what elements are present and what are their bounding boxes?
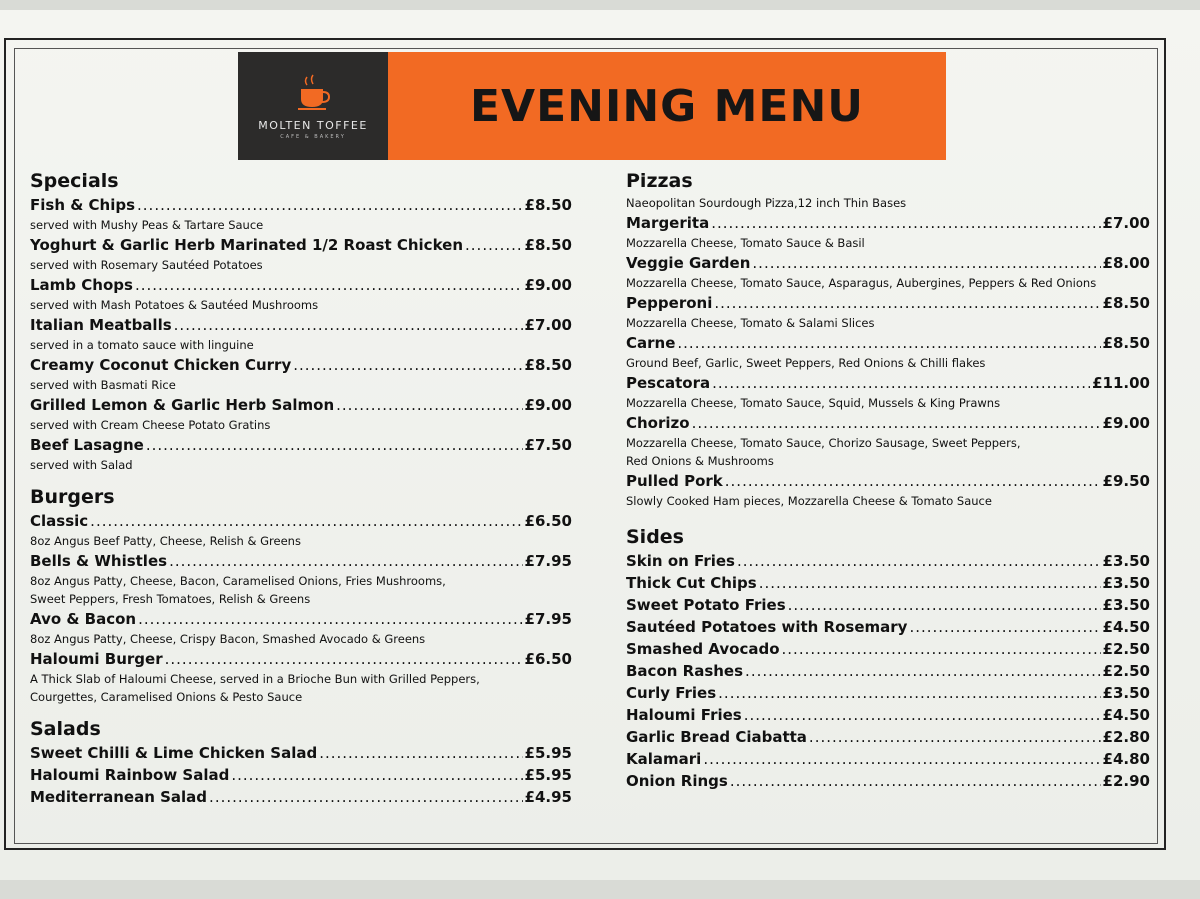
item-price: £7.00 [1102, 214, 1150, 232]
item-price: £3.50 [1102, 574, 1150, 592]
item-price: £7.95 [524, 552, 572, 570]
section-title: Specials [30, 170, 119, 192]
item-price: £7.00 [524, 316, 572, 334]
menu-item [626, 660, 1150, 682]
item-price: £8.50 [524, 196, 572, 214]
coffee-cup-icon [293, 73, 333, 113]
item-price: £3.50 [1102, 684, 1150, 702]
menu-item [626, 470, 1150, 510]
menu-item [626, 638, 1150, 660]
menu-item [30, 234, 572, 274]
pizzas-section [626, 168, 1150, 510]
item-description: served with Rosemary Sautéed Potatoes [30, 258, 263, 272]
item-description: 8oz Angus Beef Patty, Cheese, Relish & Greens [30, 534, 301, 548]
item-price: £2.50 [1102, 662, 1150, 680]
item-description: Mozzarella Cheese, Tomato Sauce, Squid, Mussels & King Prawns [626, 396, 1001, 410]
menu-item [30, 550, 572, 608]
item-name: Kalamari [626, 750, 702, 768]
item-description: Red Onions & Mushrooms [626, 454, 774, 468]
item-name: Creamy Coconut Chicken Curry [30, 356, 292, 374]
item-description: Mozzarella Cheese, Tomato Sauce, Asparagus, Aubergines, Peppers & Red Onions [626, 276, 1097, 290]
item-name: Sweet Chilli & Lime Chicken Salad [30, 744, 318, 762]
item-name: Classic [30, 512, 89, 530]
item-price: £8.00 [1102, 254, 1150, 272]
menu-item [626, 212, 1150, 252]
menu-item [626, 292, 1150, 332]
menu-item [626, 550, 1150, 572]
menu-board [0, 10, 1200, 880]
left-column [30, 168, 572, 818]
item-name: Pescatora [626, 374, 711, 392]
item-description: 8oz Angus Patty, Cheese, Crispy Bacon, Smashed Avocado & Greens [30, 632, 426, 646]
brand-name: MOLTEN TOFFEE [258, 118, 368, 132]
item-description: Mozzarella Cheese, Tomato Sauce, Chorizo Sausage, Sweet Peppers, [626, 436, 1021, 450]
specials-section [30, 168, 572, 474]
menu-item [626, 372, 1150, 412]
menu-header [238, 52, 946, 160]
item-description: A Thick Slab of Haloumi Cheese, served in a Brioche Bun with Grilled Peppers, [30, 672, 480, 686]
menu-item [626, 332, 1150, 372]
item-name: Beef Lasagne [30, 436, 144, 454]
item-name: Avo & Bacon [30, 610, 137, 628]
item-price: £9.00 [524, 276, 572, 294]
item-name: Carne [626, 334, 676, 352]
page-title: EVENING MENU [469, 80, 864, 132]
item-price: £2.50 [1102, 640, 1150, 658]
item-name: Sweet Potato Fries [626, 596, 786, 614]
item-name: Mediterranean Salad [30, 788, 208, 806]
item-name: Smashed Avocado [626, 640, 780, 658]
item-price: £7.50 [524, 436, 572, 454]
item-price: £5.95 [524, 766, 572, 784]
menu-item [30, 314, 572, 354]
menu-item [30, 742, 572, 764]
item-description: served in a tomato sauce with linguine [30, 338, 254, 352]
menu-item [626, 572, 1150, 594]
item-name: Haloumi Fries [626, 706, 742, 724]
item-price: £2.80 [1102, 728, 1150, 746]
item-description: Sweet Peppers, Fresh Tomatoes, Relish & Greens [30, 592, 311, 606]
burgers-section [30, 484, 572, 706]
item-name: Margerita [626, 214, 710, 232]
menu-item [30, 764, 572, 786]
menu-item [626, 748, 1150, 770]
item-price: £7.95 [524, 610, 572, 628]
item-description: Ground Beef, Garlic, Sweet Peppers, Red Onions & Chilli flakes [626, 356, 986, 370]
item-name: Skin on Fries [626, 552, 735, 570]
menu-item [30, 394, 572, 434]
item-description: served with Salad [30, 458, 133, 472]
menu-item [30, 510, 572, 550]
item-name: Sautéed Potatoes with Rosemary [626, 618, 908, 636]
menu-item [626, 726, 1150, 748]
item-description: Mozzarella Cheese, Tomato & Salami Slices [626, 316, 875, 330]
item-price: £4.50 [1102, 618, 1150, 636]
menu-item [626, 594, 1150, 616]
item-description: Courgettes, Caramelised Onions & Pesto Sauce [30, 690, 303, 704]
menu-item [30, 608, 572, 648]
right-column [626, 168, 1150, 802]
item-price: £6.50 [524, 650, 572, 668]
section-note: Naeopolitan Sourdough Pizza,12 inch Thin Bases [626, 196, 907, 210]
menu-item [626, 616, 1150, 638]
item-description: served with Mash Potatoes & Sautéed Mushrooms [30, 298, 319, 312]
item-name: Pulled Pork [626, 472, 723, 490]
item-price: £8.50 [524, 236, 572, 254]
item-name: Italian Meatballs [30, 316, 172, 334]
item-price: £4.95 [524, 788, 572, 806]
sides-section [626, 524, 1150, 792]
item-description: served with Cream Cheese Potato Gratins [30, 418, 271, 432]
title-banner [388, 52, 946, 160]
item-price: £8.50 [1102, 294, 1150, 312]
menu-item [30, 786, 572, 808]
salads-section [30, 716, 572, 808]
item-price: £3.50 [1102, 596, 1150, 614]
item-name: Bells & Whistles [30, 552, 168, 570]
item-price: £9.50 [1102, 472, 1150, 490]
item-name: Yoghurt & Garlic Herb Marinated 1/2 Roast Chicken [30, 236, 464, 254]
item-name: Grilled Lemon & Garlic Herb Salmon [30, 396, 335, 414]
item-price: £9.00 [1102, 414, 1150, 432]
item-name: Fish & Chips [30, 196, 136, 214]
item-price: £3.50 [1102, 552, 1150, 570]
item-price: £4.80 [1102, 750, 1150, 768]
item-name: Haloumi Burger [30, 650, 163, 668]
item-price: £4.50 [1102, 706, 1150, 724]
item-name: Pepperoni [626, 294, 713, 312]
item-name: Chorizo [626, 414, 690, 432]
item-description: Slowly Cooked Ham pieces, Mozzarella Cheese & Tomato Sauce [626, 494, 992, 508]
item-price: £11.00 [1092, 374, 1150, 392]
item-name: Lamb Chops [30, 276, 133, 294]
brand-subtitle: CAFE & BAKERY [280, 133, 346, 140]
menu-item [626, 252, 1150, 292]
item-name: Curly Fries [626, 684, 717, 702]
item-price: £8.50 [524, 356, 572, 374]
item-description: served with Basmati Rice [30, 378, 176, 392]
item-price: £5.95 [524, 744, 572, 762]
item-name: Veggie Garden [626, 254, 751, 272]
menu-item [30, 274, 572, 314]
section-title: Pizzas [626, 170, 693, 192]
menu-item [626, 412, 1150, 470]
section-title: Salads [30, 718, 101, 740]
section-title: Burgers [30, 486, 115, 508]
menu-item [30, 354, 572, 394]
item-name: Thick Cut Chips [626, 574, 757, 592]
menu-item [30, 434, 572, 474]
menu-item [30, 648, 572, 706]
menu-item [626, 770, 1150, 792]
item-name: Bacon Rashes [626, 662, 744, 680]
item-price: £2.90 [1102, 772, 1150, 790]
item-price: £8.50 [1102, 334, 1150, 352]
brand-logo [238, 52, 388, 160]
item-name: Garlic Bread Ciabatta [626, 728, 807, 746]
item-description: Mozzarella Cheese, Tomato Sauce & Basil [626, 236, 865, 250]
item-price: £6.50 [524, 512, 572, 530]
item-description: 8oz Angus Patty, Cheese, Bacon, Caramelised Onions, Fries Mushrooms, [30, 574, 446, 588]
item-price: £9.00 [524, 396, 572, 414]
section-title: Sides [626, 526, 684, 548]
menu-item [626, 682, 1150, 704]
item-name: Onion Rings [626, 772, 728, 790]
item-name: Haloumi Rainbow Salad [30, 766, 230, 784]
menu-item [30, 194, 572, 234]
item-description: served with Mushy Peas & Tartare Sauce [30, 218, 264, 232]
menu-item [626, 704, 1150, 726]
